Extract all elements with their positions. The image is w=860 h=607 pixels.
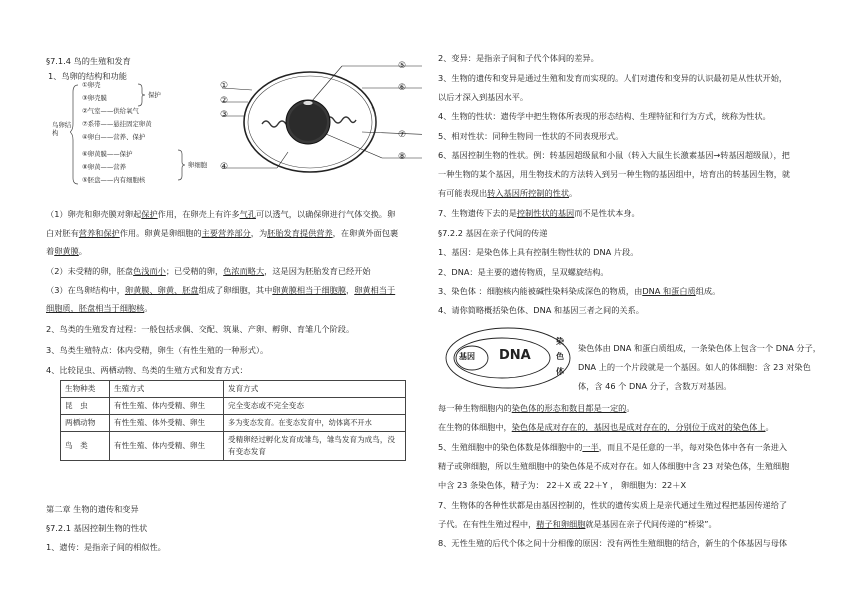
s2: 2、DNA：是主要的遗传物质，呈双螺旋结构。 (438, 267, 609, 277)
p1-line3: 着卵黄膜。 (46, 246, 87, 256)
egg-label: ④ (220, 162, 229, 172)
t5-line3: 中含 23 条染色体，精子为： 22＋X 或 22＋Y ， 卵细胞为：22＋X (438, 480, 687, 490)
table-header-row (61, 381, 406, 398)
section-title-7-1-4: §7.1.4 鸟的生殖和发育 (46, 56, 131, 66)
r3-line2: 以后才深入到基因水平。 (438, 92, 529, 102)
chapter-title: 第二章 生物的遗传和变异 (46, 504, 139, 514)
venn-chrom-1: 染 (556, 337, 564, 346)
r6-line3: 有可能表现出转入基因所控制的性状。 (438, 188, 578, 198)
p3-line1: （3）在鸟卵结构中，卵黄膜、卵黄、胚盘组成了卵细胞，其中卵黄膜相当于细胞膜，卵黄相当于 (46, 285, 396, 295)
venn-desc-3: 体，含 46 个 DNA 分子，含数万对基因。 (578, 381, 732, 391)
r7: 7、生物遗传下去的是控制性状的基因而不是性状本身。 (438, 208, 640, 218)
table-cell: 有性生殖、体外受精、卵生 (110, 415, 224, 432)
t7-line2: 子代。在有性生殖过程中，精子和卵细胞就是基因在亲子代间传递的“桥梁”。 (438, 519, 717, 529)
p3-line2: 细胞质，胚盘相当于细胞核。 (46, 303, 153, 313)
egg-label: ③ (220, 110, 229, 120)
venn-chrom-2: 色 (556, 352, 564, 361)
def-heredity: 1、遗传：是指亲子间的相似性。 (46, 542, 166, 552)
protect-label: 保护 (148, 91, 161, 99)
r6-line2: 一种生物的某个基因，用生物技术的方法转入到另一种生物的基因组中，培育出的转基因生物，就 (438, 169, 791, 179)
q1-title: 1、鸟卵的结构和功能 (48, 71, 127, 81)
table-row (61, 398, 406, 415)
table-cell: 多为变态发育。在变态发育中，幼体离不开水 (224, 415, 406, 432)
r3-line1: 3、生物的遗传和变异是通过生殖和发育而实现的。人们对遗传和变异的认识最初是从性状开始， (438, 73, 788, 83)
r2: 2、变异：是指亲子间和子代个体间的差异。 (438, 53, 599, 63)
table-row (61, 415, 406, 432)
q3: 3、鸟类生殖特点：体内受精，卵生（有性生殖的一种形式）。 (46, 345, 269, 355)
q2: 2、鸟类的生殖发育过程：一般包括求偶、交配、筑巢、产卵、孵卵、育雏几个阶段。 (46, 324, 355, 334)
egg-label: ⑦ (398, 130, 407, 140)
venn-desc-2: DNA 上的一个片段就是一个基因。如人的体细胞：含 23 对染色 (578, 362, 811, 372)
table-cell: 有性生殖、体内受精、卵生 (110, 432, 224, 461)
section-title-7-2-1: §7.2.1 基因控制生物的性状 (46, 523, 148, 533)
t5-line1: 5、生殖细胞中的染色体数是体细胞中的一半，而且不是任意的一半，每对染色体中各有一条进入 (438, 442, 788, 452)
table-row (61, 432, 406, 461)
table-cell: 两栖动物 (61, 415, 110, 432)
egg-label: ① (220, 81, 229, 91)
tree-item: ②气室——供给氧气 (82, 107, 139, 115)
s1: 1、基因：是染色体上具有控制生物性状的 DNA 片段。 (438, 247, 639, 257)
comparison-table (60, 380, 406, 461)
table-header: 生物种类 (61, 381, 110, 398)
tree-item: ①卵壳 (82, 81, 101, 89)
egg-label: ⑤ (398, 61, 407, 71)
t1: 每一种生物细胞内的染色体的形态和数目都是一定的。 (438, 403, 635, 413)
tree-item: ⑤胚盘——内有细胞核 (82, 176, 146, 184)
r5: 5、相对性状：同种生物同一性状的不同表现形式。 (438, 131, 624, 141)
egg-label: ⑥ (398, 83, 407, 93)
s3: 3、染色体 ：细胞核内能被碱性染料染成深色的物质，由DNA 和蛋白质组成。 (438, 286, 721, 296)
r6-line1: 6、基因控制生物的性状。例：转基因超级鼠和小鼠（转入大鼠生长激素基因→转基因超级鼠），把 (438, 150, 790, 160)
t5-line2: 精子或卵细胞，所以生殖细胞中的染色体是不成对存在。如人体细胞中含 23 对染色体，生殖细胞 (438, 461, 790, 471)
section-title-7-2-2: §7.2.2 基因在亲子代间的传递 (438, 228, 548, 238)
p1-line1: （1）卵壳和卵壳膜对卵起保护作用，在卵壳上有许多气孔可以透气，以确保卵进行气体交换。卵 (46, 209, 396, 219)
s4: 4、请你简略概括染色体、DNA 和基因三者之间的关系。 (438, 305, 644, 315)
cell-label: 卵细胞 (188, 161, 208, 169)
tree-item: ⑧卵黄——营养 (82, 163, 127, 171)
q4: 4、比较昆虫、两栖动物、鸟类的生殖方式和发育方式： (46, 365, 248, 375)
p1-line2: 白对胚有营养和保护作用。卵黄是卵细胞的主要营养部分，为胚胎发育提供营养，在卵黄外面包裹 (46, 228, 399, 238)
r4: 4、生物的性状：遗传学中把生物体所表现的形态结构、生理特征和行为方式，统称为性状。 (438, 111, 771, 121)
table-cell: 完全变态或不完全变态 (224, 398, 406, 415)
table-cell: 昆 虫 (61, 398, 110, 415)
table-cell: 有性生殖、体内受精、卵生 (110, 398, 224, 415)
tree-item: ③卵壳膜 (82, 94, 107, 102)
t7-line1: 7、生物体的各种性状都是由基因控制的，性状的遗传实质上是亲代通过生殖过程把基因传递给了 (438, 500, 788, 510)
table-cell: 鸟 类 (61, 432, 110, 461)
venn-gene: 基因 (459, 352, 475, 361)
p2: （2）未受精的卵，胚盘色浅而小；已受精的卵，色浓而略大，这是因为胚胎发育已经开始 (46, 266, 371, 276)
egg-figure (222, 62, 422, 182)
tree-item: ⑦系带——悬挂固定卵黄 (82, 120, 152, 128)
venn-chrom-3: 体 (556, 367, 564, 376)
table-header: 发育方式 (224, 381, 406, 398)
tree-root: 鸟卵结构 (52, 121, 72, 137)
venn-dna: DNA (499, 348, 531, 363)
table-cell: 受精卵经过孵化发育成雏鸟，雏鸟发育为成鸟，没有变态发育 (224, 432, 406, 461)
tree-item: ④卵白——营养、保护 (82, 133, 146, 141)
venn-desc-1: 染色体由 DNA 和蛋白质组成，一条染色体上包含一个 DNA 分子， (578, 343, 821, 353)
t2: 在生物的体细胞中，染色体是成对存在的，基因也是成对存在的，分别位于成对的染色体上。 (438, 422, 774, 432)
egg-label: ⑧ (398, 152, 407, 162)
t8: 8、无性生殖的后代个体之间十分相像的原因：没有两性生殖细胞的结合，新生的个体基因与母体 (438, 538, 788, 548)
egg-label: ② (220, 96, 229, 106)
tree-item: ⑥卵黄膜——保护 (82, 150, 133, 158)
table-header: 生殖方式 (110, 381, 224, 398)
